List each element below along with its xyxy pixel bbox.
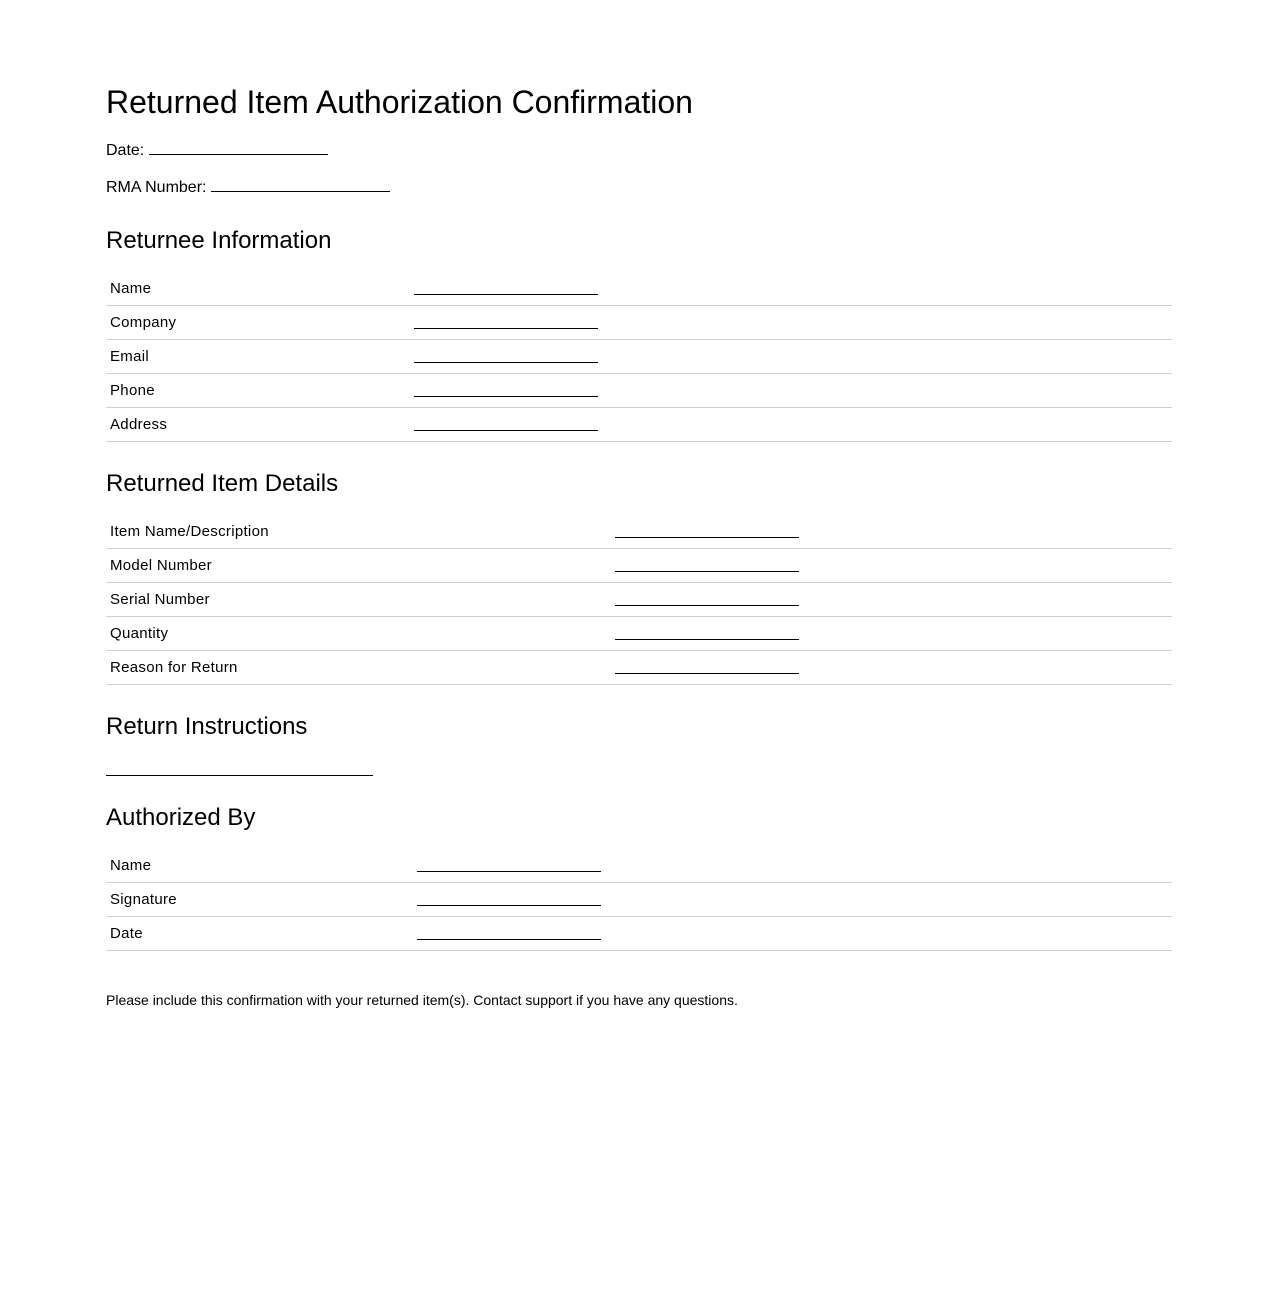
table-row — [106, 340, 1172, 374]
returnee-company-blank-field[interactable] — [414, 312, 598, 329]
model-number-blank-field[interactable] — [615, 555, 799, 572]
row-label: Model Number — [106, 549, 613, 583]
row-label: Phone — [106, 374, 412, 408]
authorized-by-table — [106, 849, 1172, 951]
table-row — [106, 849, 1172, 883]
returnee-information-table — [106, 272, 1172, 442]
returnee-information-heading: Returnee Information — [106, 227, 332, 254]
row-label: Date — [106, 917, 415, 951]
row-label: Address — [106, 408, 412, 442]
returnee-name-blank-field[interactable] — [414, 278, 598, 295]
reason-for-return-blank-field[interactable] — [615, 657, 799, 674]
table-row — [106, 306, 1172, 340]
row-label: Reason for Return — [106, 651, 613, 685]
item-description-blank-field[interactable] — [615, 521, 799, 538]
table-row — [106, 272, 1172, 306]
table-row — [106, 583, 1172, 617]
return-instructions-blank-field[interactable] — [106, 757, 373, 776]
returnee-address-blank-field[interactable] — [414, 414, 598, 431]
rma-number-blank-field[interactable] — [211, 175, 390, 192]
returnee-phone-blank-field[interactable] — [414, 380, 598, 397]
date-line — [106, 138, 1172, 161]
authorized-by-heading: Authorized By — [106, 804, 256, 831]
row-label: Signature — [106, 883, 415, 917]
row-label: Name — [106, 849, 415, 883]
quantity-blank-field[interactable] — [615, 623, 799, 640]
rma-number-label: RMA Number: — [106, 179, 207, 196]
authorizer-name-blank-field[interactable] — [417, 855, 601, 872]
date-blank-field[interactable] — [149, 138, 328, 155]
row-label: Name — [106, 272, 412, 306]
returned-item-details-table — [106, 515, 1172, 685]
serial-number-blank-field[interactable] — [615, 589, 799, 606]
row-label: Company — [106, 306, 412, 340]
returned-item-details-heading: Returned Item Details — [106, 470, 339, 497]
table-row — [106, 408, 1172, 442]
table-row — [106, 651, 1172, 685]
authorization-date-blank-field[interactable] — [417, 923, 601, 940]
table-row — [106, 374, 1172, 408]
row-label: Quantity — [106, 617, 613, 651]
document-title: Returned Item Authorization Confirmation — [106, 84, 693, 120]
row-label: Item Name/Description — [106, 515, 613, 549]
table-row — [106, 515, 1172, 549]
row-label: Serial Number — [106, 583, 613, 617]
table-row — [106, 549, 1172, 583]
returnee-email-blank-field[interactable] — [414, 346, 598, 363]
footer-note: Please include this confirmation with your returned item(s). Contact support if you have any questions. — [106, 992, 738, 1008]
table-row — [106, 917, 1172, 951]
table-row — [106, 617, 1172, 651]
table-row — [106, 883, 1172, 917]
return-instructions-heading: Return Instructions — [106, 713, 308, 740]
signature-blank-field[interactable] — [417, 889, 601, 906]
rma-number-line — [106, 175, 1172, 198]
row-label: Email — [106, 340, 412, 374]
date-label: Date: — [106, 142, 145, 159]
